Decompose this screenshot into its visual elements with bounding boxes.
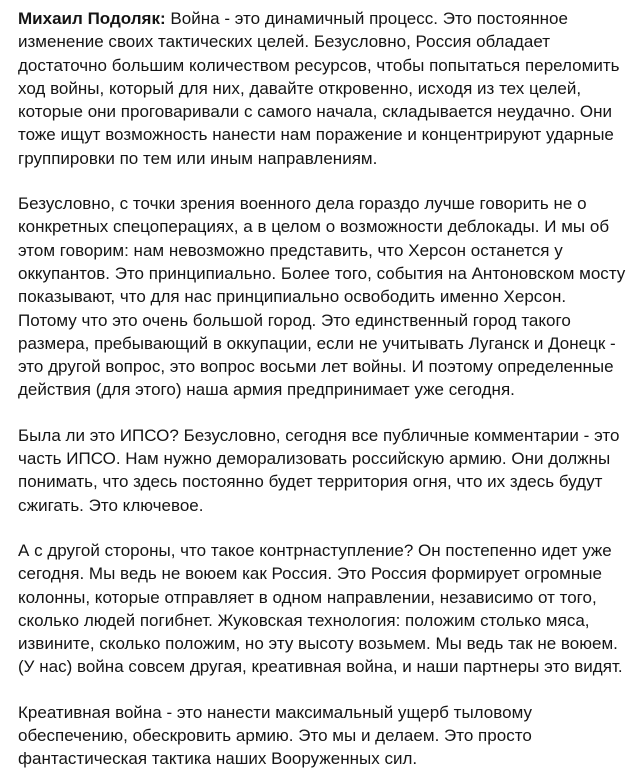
paragraph-3: Была ли это ИПСО? Безусловно, сегодня все публичные комментарии - это часть ИПСО. Нам нужно деморализовать российскую армию. Они должны понимать, что здесь постоянно будет территория огня, что их здесь будут сжигать. Это ключевое. (18, 425, 620, 515)
paragraph-5: Креативная война - это нанести максимальный ущерб тыловому обеспечению, обескровить армию. Это мы и делаем. Это просто фантастическая тактика наших Вооруженных сил. (18, 702, 532, 769)
speaker-name: Михаил Подоляк: (18, 9, 166, 28)
paragraph-1-text: Война - это динамичный процесс. Это постоянное изменение своих тактических целей. Безусловно, Россия обладает достаточно большим количеством ресурсов, чтобы попытаться переломить ход войны, который для них, давайте откровенно, исходя из тех целей, которые они проговаривали с самого начала, складывается неудачно. Они тоже ищут возможность нанести нам поражение и концентрируют ударные группировки по тем или иным направлениям. (18, 9, 620, 168)
paragraph-2: Безусловно, с точки зрения военного дела гораздо лучше говорить не о конкретных спецоперациях, а в целом о возможности деблокады. И мы об этом говорим: нам невозможно представить, что Херсон останется у оккупантов. Это принципиально. Более того, события на Антоновском мосту показывают, что для нас принципиально освободить именно Херсон. Потому что это очень большой город. Это единственный город такого размера, пребывающий в оккупации, если не учитывать Луганск и Донецк - это другой вопрос, это вопрос восьми лет войны. И поэтому определенные действия (для этого) наша армия предпринимает уже сегодня. (18, 194, 626, 400)
paragraph-1 (18, 7, 626, 170)
paragraph-4: А с другой стороны, что такое контрнаступление? Он постепенно идет уже сегодня. Мы ведь не воюем как Россия. Это Россия формирует огромные колонны, которые отправляет в одном направлении, независимо от того, сколько людей погибнет. Жуковская технология: положим столько мяса, извините, сколько положим, но эту высоту возьмем. Мы ведь так не воюем. (У нас) война совсем другая, креативная война, и наши партнеры это видят. (18, 540, 623, 677)
